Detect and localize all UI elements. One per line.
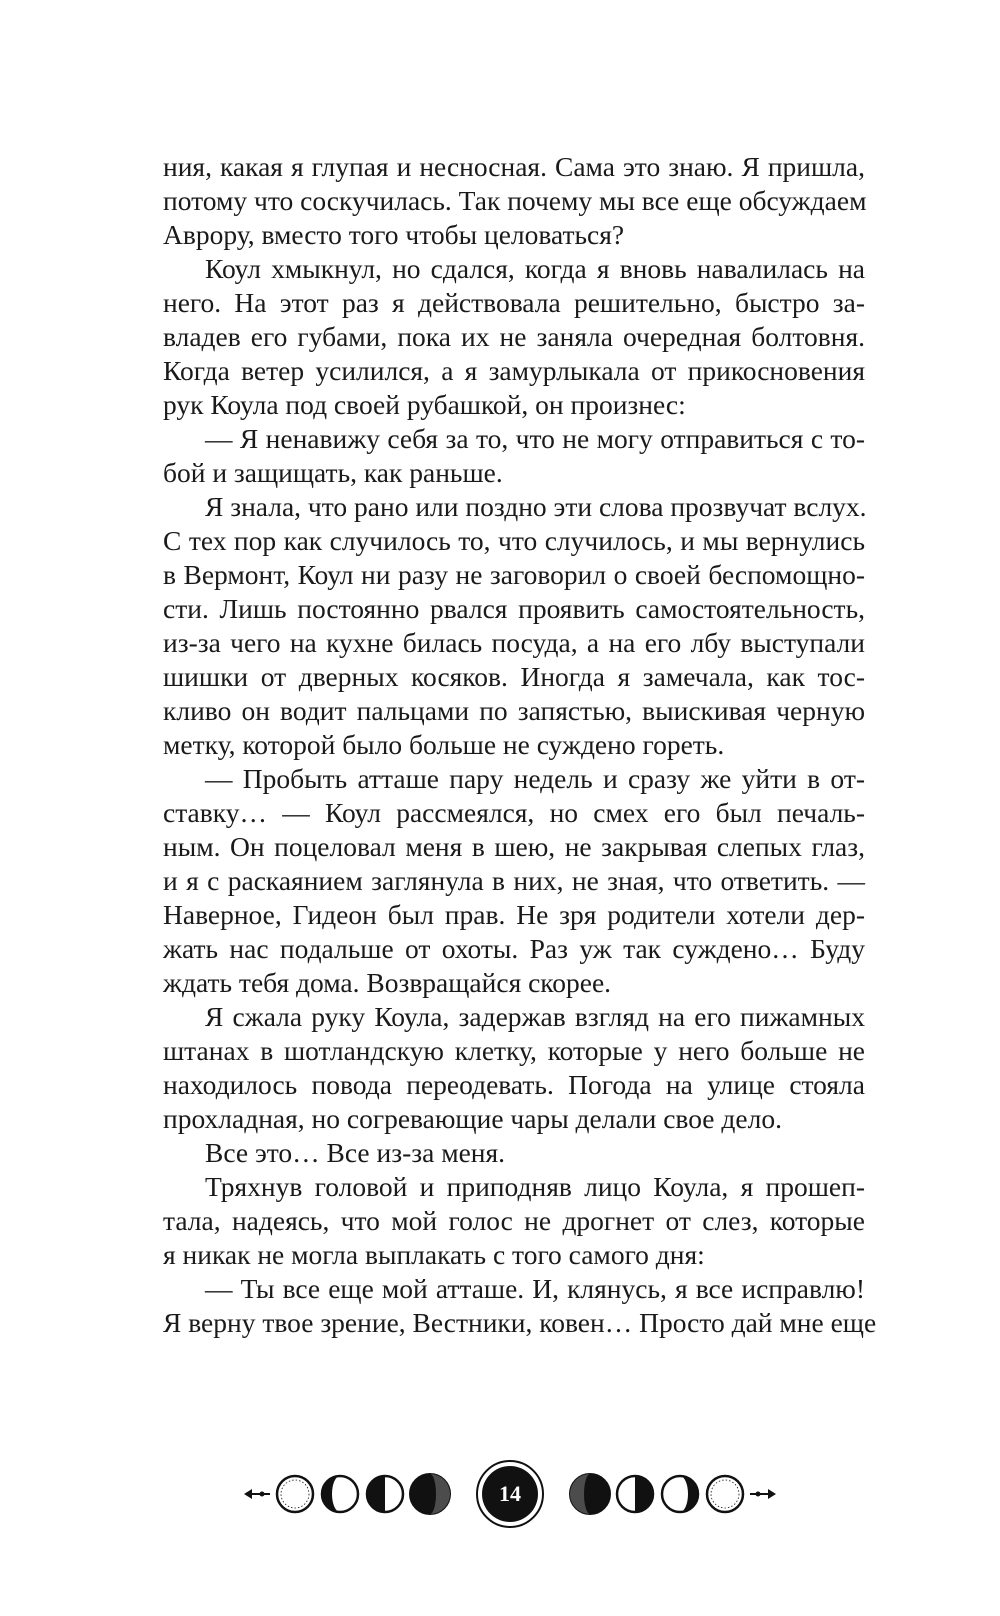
text-line: потому что соскучилась. Так почему мы все еще обсуждаем	[163, 185, 867, 216]
half-moon-icon	[367, 1476, 403, 1512]
text-line: ждать тебя дома. Возвращайся скорее.	[163, 967, 612, 998]
text-line: Аврору, вместо того чтобы целоваться?	[163, 219, 625, 250]
crescent-moon-icon	[410, 1474, 450, 1514]
crescent-moon-icon	[570, 1474, 610, 1514]
text-line: него. На этот раз я действовала решительно, быстро за-	[163, 287, 865, 318]
left-arrow-icon	[244, 1489, 270, 1499]
text-line: — Я ненавижу себя за то, что не могу отправиться с то-	[205, 423, 865, 454]
text-line: Я верну твое зрение, Вестники, ковен… Просто дай мне еще	[163, 1307, 877, 1338]
text-line: С тех пор как случилось то, что случилось, и мы вернулись	[163, 525, 865, 556]
right-arrow-icon	[750, 1489, 776, 1499]
waxing-gibbous-icon	[662, 1476, 698, 1512]
text-line: ным. Он поцеловал меня в шею, не закрывая слепых глаз,	[163, 831, 865, 862]
text-line: и я с раскаянием заглянула в них, не зная, что ответить. —	[163, 865, 865, 896]
text-line: находилось повода переодевать. Погода на улице стояла	[163, 1069, 865, 1100]
page-number: 14	[499, 1481, 521, 1506]
text-line: в Вермонт, Коул ни разу не заговорил о своей беспомощно-	[163, 559, 865, 590]
text-line: Когда ветер усилился, а я замурлыкала от прикосновения	[163, 355, 865, 386]
text-line: метку, которой было больше не суждено гореть.	[163, 729, 725, 760]
waning-gibbous-icon	[322, 1476, 358, 1512]
text-line: владев его губами, пока их не заняла очередная болтовня.	[163, 321, 865, 352]
text-line: Я знала, что рано или поздно эти слова прозвучат вслух.	[205, 491, 867, 522]
text-line: из-за чего на кухне билась посуда, а на его лбу выступали	[163, 627, 865, 658]
text-line: я никак не могла выплакать с того самого дня:	[163, 1239, 705, 1270]
text-line: Тряхнув головой и приподняв лицо Коула, я прошеп-	[205, 1171, 865, 1202]
text-line: бой и защищать, как раньше.	[163, 457, 503, 488]
text-line: рук Коула под своей рубашкой, он произнес:	[163, 389, 686, 420]
text-line: Наверное, Гидеон был прав. Не зря родители хотели дер-	[163, 899, 865, 930]
text-line: прохладная, но согревающие чары делали свое дело.	[163, 1103, 782, 1134]
text-line: жать нас подальше от охоты. Раз уж так суждено… Буду	[163, 933, 865, 964]
text-line: штанах в шотландскую клетку, которые у него больше не	[163, 1035, 865, 1066]
half-moon-icon	[617, 1476, 653, 1512]
full-moon-icon	[707, 1476, 743, 1512]
text-line: тала, надеясь, что мой голос не дрогнет от слез, которые	[163, 1205, 865, 1236]
text-line: Я сжала руку Коула, задержав взгляд на его пижамных	[205, 1001, 865, 1032]
text-line: ставку… — Коул рассмеялся, но смех его был печаль-	[163, 797, 865, 828]
text-line: Коул хмыкнул, но сдался, когда я вновь навалилась на	[205, 253, 865, 284]
text-line: — Пробыть атташе пару недель и сразу же уйти в от-	[205, 763, 865, 794]
text-line: сти. Лишь постоянно рвался проявить самостоятельность,	[163, 593, 865, 624]
text-line: ния, какая я глупая и несносная. Сама это знаю. Я пришла,	[163, 151, 865, 182]
full-moon-icon	[277, 1476, 313, 1512]
text-line: кливо он водит пальцами по запястью, выискивая черную	[163, 695, 865, 726]
body-text	[163, 150, 877, 1340]
text-line: Все это… Все из-за меня.	[205, 1137, 506, 1168]
text-line: — Ты все еще мой атташе. И, клянусь, я все исправлю!	[205, 1273, 865, 1304]
text-line: шишки от дверных косяков. Иногда я замечала, как тос-	[163, 661, 865, 692]
